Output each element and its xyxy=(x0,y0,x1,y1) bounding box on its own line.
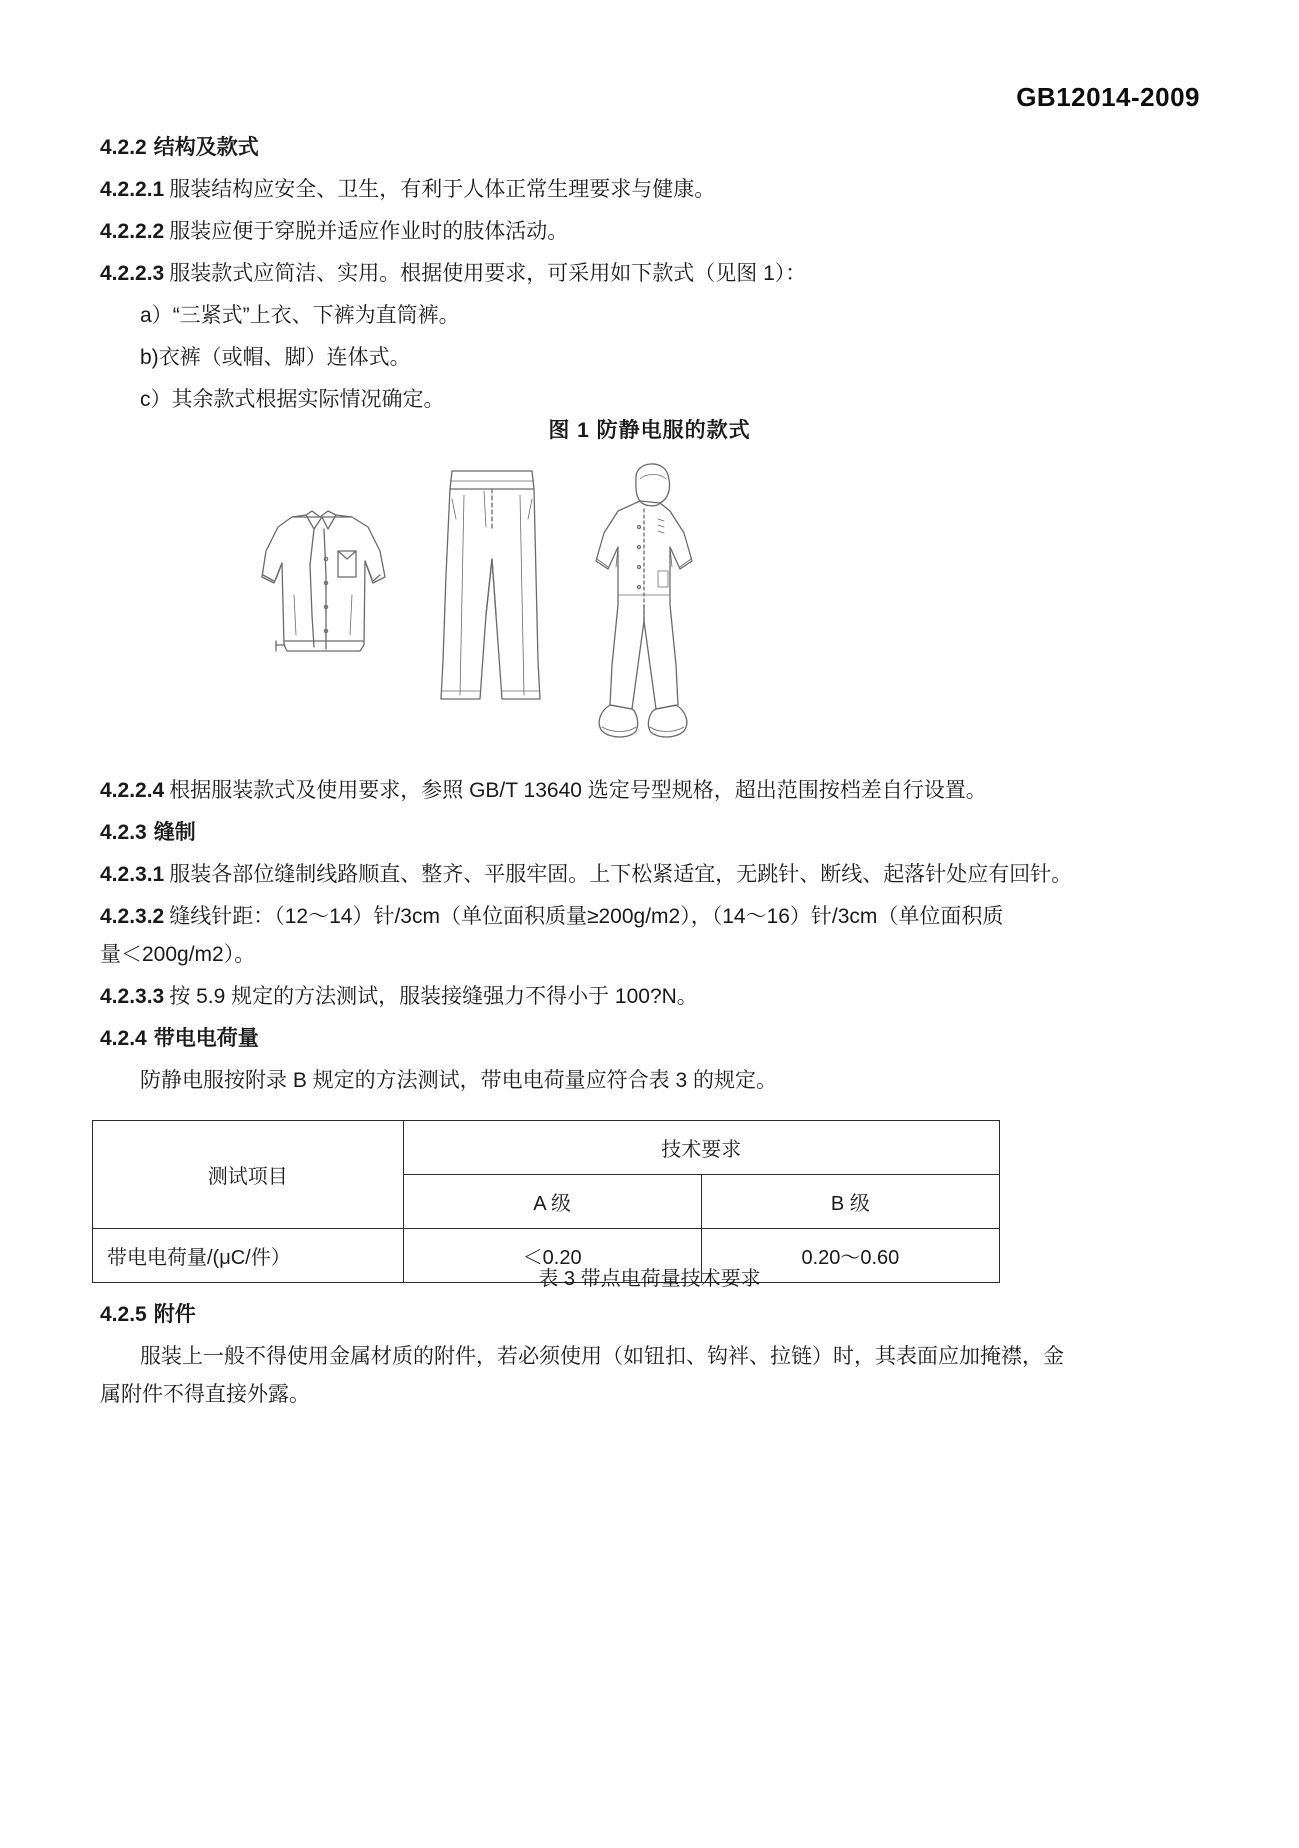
list-item-text: 其余款式根据实际情况确定。 xyxy=(171,388,445,411)
paragraph-4-2-2-3 xyxy=(100,259,806,289)
clause-number: 4.2.2.1 xyxy=(100,178,165,201)
table-cell-grade-b-value: 0.20～0.60 xyxy=(701,1229,999,1283)
section-number: 4.2.4 xyxy=(100,1027,147,1050)
section-title: 缝制 xyxy=(153,821,196,844)
paragraph-4-2-3-1 xyxy=(100,860,1072,890)
list-item-a xyxy=(140,301,460,331)
paragraph-4-2-2-4 xyxy=(100,776,987,806)
clause-text: 服装结构应安全、卫生，有利于人体正常生理要求与健康。 xyxy=(169,178,716,201)
figure-1-garment-styles xyxy=(240,455,800,755)
list-item-text: 衣裤（或帽、脚）连体式。 xyxy=(158,346,411,369)
figure-caption: 图 1 防静电服的款式 xyxy=(548,419,751,442)
table-3-charge-requirements xyxy=(92,1120,1000,1283)
section-number: 4.2.3 xyxy=(100,821,147,844)
paragraph-4-2-2-1 xyxy=(100,175,715,205)
clause-text: 按 5.9 规定的方法测试，服装接缝强力不得小于 100?N。 xyxy=(169,985,698,1008)
list-item-label: b) xyxy=(140,346,159,369)
clause-number: 4.2.3.2 xyxy=(100,905,165,928)
clause-text-continued: 属附件不得直接外露。 xyxy=(100,1383,310,1406)
table-header-technical-requirement: 技术要求 xyxy=(403,1121,999,1175)
clause-number: 4.2.2.3 xyxy=(100,262,165,285)
clause-text: 防静电服按附录 B 规定的方法测试，带电电荷量应符合表 3 的规定。 xyxy=(140,1069,778,1092)
table-cell-item: 带电电荷量/(μC/件） xyxy=(93,1229,404,1283)
paragraph-4-2-5-body-line-1 xyxy=(140,1342,1064,1372)
clause-number: 4.2.2.2 xyxy=(100,220,165,243)
section-heading-4-2-5 xyxy=(100,1300,196,1330)
list-item-text: “三紧式”上衣、下裤为直筒裤。 xyxy=(172,304,460,327)
section-title: 结构及款式 xyxy=(153,136,259,159)
clause-text-continued: 量＜200g/m2）。 xyxy=(100,943,256,966)
section-heading-4-2-3 xyxy=(100,818,196,848)
section-number: 4.2.5 xyxy=(100,1303,147,1326)
table-header-grade-a: A 级 xyxy=(403,1175,701,1229)
table-cell-grade-a-value: ＜0.20 xyxy=(403,1229,701,1283)
clause-text: 服装各部位缝制线路顺直、整齐、平服牢固。上下松紧适宜，无跳针、断线、起落针处应有回针。 xyxy=(169,863,1073,886)
table-caption: 表 3 带点电荷量技术要求 xyxy=(538,1268,761,1290)
list-item-label: a） xyxy=(140,304,173,327)
list-item-label: c） xyxy=(140,388,172,411)
section-heading-4-2-2 xyxy=(100,133,259,163)
clause-number: 4.2.2.4 xyxy=(100,779,165,802)
clause-text: 缝线针距：（12～14）针/3cm（单位面积质量≥200g/m2），（14～16）针/3cm（单位面积质 xyxy=(169,905,1004,928)
list-item-b xyxy=(140,343,411,373)
paragraph-4-2-5-body-line-2 xyxy=(100,1380,310,1410)
coverall-illustration xyxy=(596,464,692,737)
section-number: 4.2.2 xyxy=(100,136,147,159)
clause-number: 4.2.3.1 xyxy=(100,863,165,886)
paragraph-4-2-2-2 xyxy=(100,217,568,247)
table-header-test-item: 测试项目 xyxy=(93,1121,404,1229)
table-header-grade-b: B 级 xyxy=(701,1175,999,1229)
clause-text: 服装上一般不得使用金属材质的附件，若必须使用（如钮扣、钩袢、拉链）时，其表面应加掩襟，金 xyxy=(140,1345,1064,1368)
jacket-illustration xyxy=(262,511,385,651)
section-title: 带电电荷量 xyxy=(153,1027,259,1050)
table-header-row-1 xyxy=(93,1121,1000,1175)
section-heading-4-2-4 xyxy=(100,1024,259,1054)
paragraph-4-2-4-body xyxy=(140,1066,777,1096)
paragraph-4-2-3-2 xyxy=(100,902,1003,932)
clause-text: 服装款式应简洁、实用。根据使用要求，可采用如下款式（见图 1）： xyxy=(169,262,807,285)
standard-number-header: GB12014-2009 xyxy=(1016,82,1200,112)
clause-text: 服装应便于穿脱并适应作业时的肢体活动。 xyxy=(169,220,569,243)
paragraph-4-2-3-2-continued xyxy=(100,940,255,970)
clause-number: 4.2.3.3 xyxy=(100,985,165,1008)
section-title: 附件 xyxy=(153,1303,196,1326)
trousers-illustration xyxy=(441,471,540,699)
paragraph-4-2-3-3 xyxy=(100,982,698,1012)
clause-text: 根据服装款式及使用要求，参照 GB/T 13640 选定号型规格，超出范围按档差自行设置。 xyxy=(169,779,987,802)
list-item-c xyxy=(140,385,445,415)
